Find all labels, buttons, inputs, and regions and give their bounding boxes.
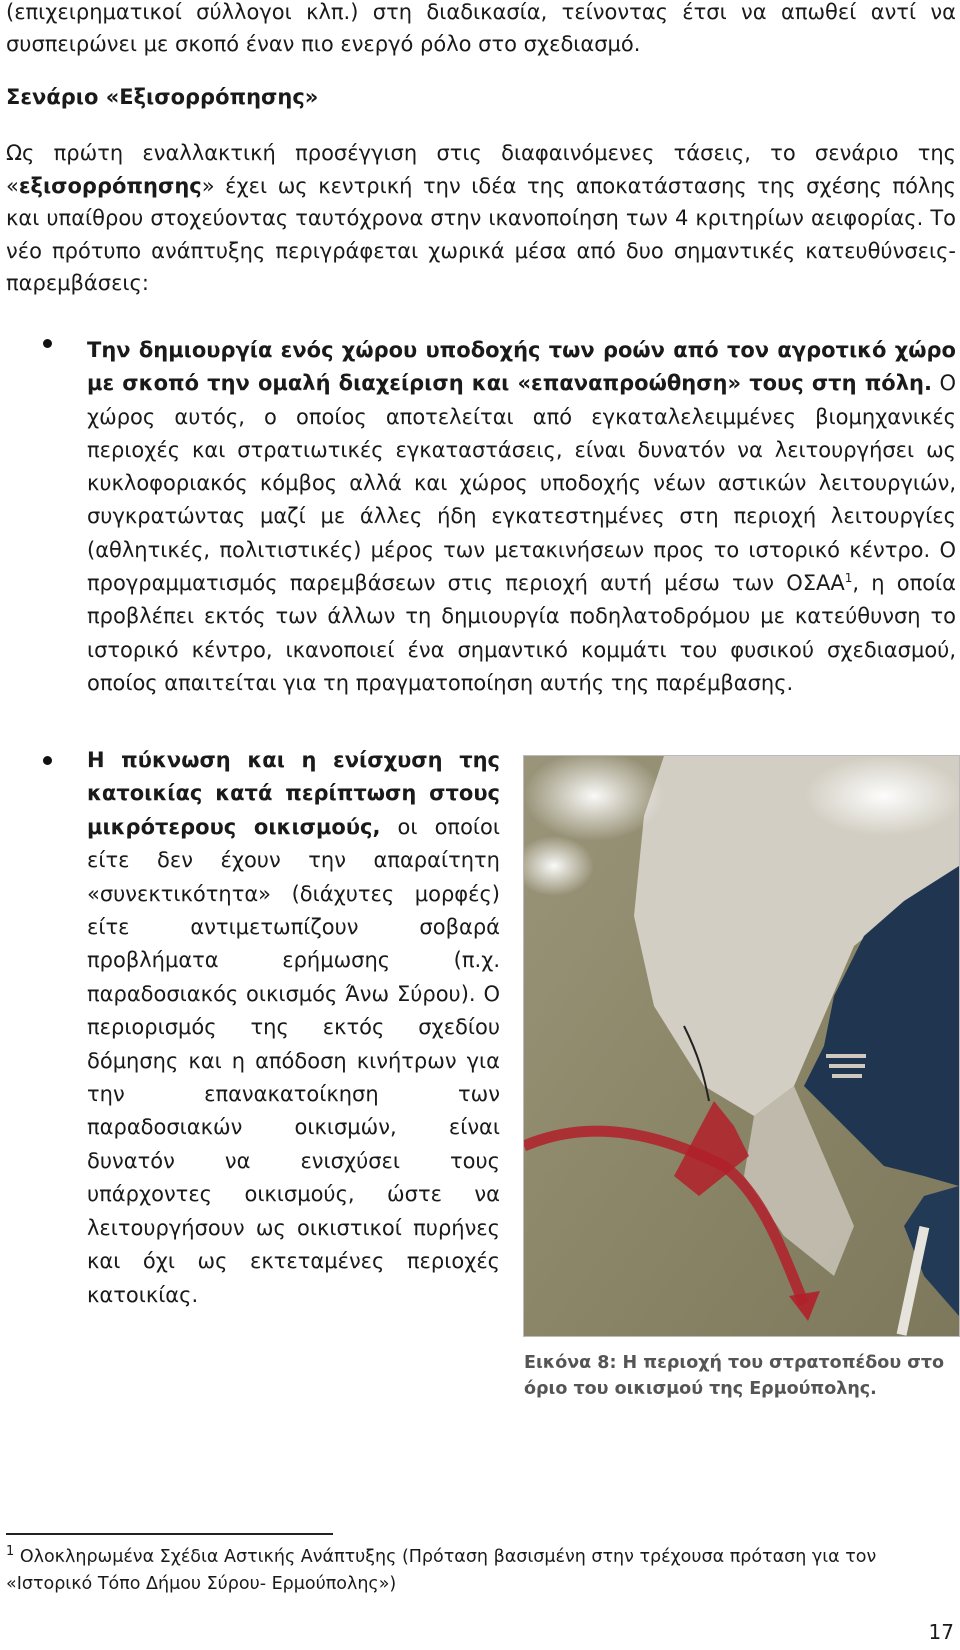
bullet-2-bold: Η πύκνωση και η ενίσχυση της κατοικίας κατά περίπτωση στους μικρότερους οικισμούς, [87,748,500,839]
intro-paragraph [6,0,956,60]
bullet-1-text: Ο χώρος αυτός, ο οποίος αποτελείται από εγκαταλελειμμένες βιομηχανικές περιοχές και στρατιωτικές εγκαταστάσεις, είναι δυνατόν να λειτουργήσει ως κυκλοφοριακός κόμβος αλλά και χώρος υποδοχής νέων αστικών λειτουργιών, συγκρατώντας μαζί με άλλες ήδη εγκατεστημένες στη περιοχή λειτουργίες (αθλητικές, πολιτιστικές) μέρος των μετακινήσεων προς το ιστορικό κέντρο. Ο προγραμματισμός παρεμβάσεων στις περιοχή αυτή μέσω των ΟΣΑΑ [87,371,956,596]
bullet-item-1 [87,334,956,700]
pier [832,1074,862,1078]
para-rest: » έχει ως κεντρική την ιδέα της αποκατάστασης της σχέσης πόλης και υπαίθρου στοχεύοντας ταυτόχρονα στην ικανοποίηση των 4 κριτηρίων αειφορίας. Το νέο πρότυπο ανάπτυξης περιγράφεται χωρικά μέσα από δυο σημαντικές κατευθύνσεις- παρεμβάσεις: [6,173,956,295]
section-heading: Σενάριο «Εξισορρόπησης» [6,85,319,109]
footnote-rule [6,1533,333,1535]
pier [826,1054,866,1058]
footnote-text: Ολοκληρωμένα Σχέδια Αστικής Ανάπτυξης (Πρόταση βασισμένη στην τρέχουσα πρόταση για τον «Ιστορικό Τόπο Δήμου Σύρου- Ερμούπολης») [6,1547,877,1594]
bullet-2-text: οι οποίοι είτε δεν έχουν την απαραίτητη «συνεκτικότητα» (διάχυτες μορφές) είτε αντιμετωπίζουν σοβαρά προβλήματα ερήμωσης (π.χ. παραδοσιακός οικισμός Άνω Σύρου). Ο περιορισμός της εκτός σχεδίου δόμησης και η απόδοση κινήτρων για την επανακατοίκηση των παραδοσιακών οικισμών, είναι δυνατόν να ενισχύσει τους υπάρχοντες οικισμούς, ώστε να λειτουργήσουν ως οικιστικοί πυρήνες και όχι ως εκτεταμένες περιοχές κατοικίας. [87,814,500,1307]
footnote-ref[interactable]: 1 [844,571,853,586]
bullet-dot [43,339,52,348]
aerial-photo-graphic [524,756,959,1336]
para-bold-term: εξισορρόπησης [18,173,202,198]
cloud [804,756,959,836]
footnote-number: 1 [6,1544,15,1560]
page-number: 17 [928,1620,954,1644]
bullet-1-bold: Την δημιουργία ενός χώρου υποδοχής των ροών από τον αγροτικό χώρο με σκοπό την ομαλή διαχείριση και «επαναπροώθηση» τους στη πόλη. [87,338,956,396]
bullet-dot [43,756,52,765]
bullet-item-2 [87,744,500,1312]
para-lead: Ως πρώτη εναλλακτική προσέγγιση στις διαφαινόμενες τάσεις, το σενάριο της « [6,141,956,198]
aerial-map-image [523,755,960,1337]
bullet-1-text-cont: , η οποία προβλέπει εκτός των άλλων τη δημιουργία ποδηλατοδρόμου με κατεύθυνση το ιστορικό κέντρο, ικανοποιεί ένα σημαντικό κομμάτι του φυσικού σχεδιασμού, οποίος απαιτείται για τη πραγματοποίηση αυτής της παρέμβασης. [87,571,957,695]
pier [829,1064,865,1068]
footnote [6,1544,956,1598]
intro-text: (επιχειρηματικοί σύλλογοι κλπ.) στη διαδικασία, τείνοντας έτσι να απωθεί αντί να συσπειρώνει με σκοπό έναν πιο ενεργό ρόλο στο σχεδιασμό. [6,0,956,56]
figure-caption: Εικόνα 8: Η περιοχή του στρατοπέδου στο όριο του οικισμού της Ερμούπολης. [524,1353,945,1399]
body-paragraph [6,137,956,300]
